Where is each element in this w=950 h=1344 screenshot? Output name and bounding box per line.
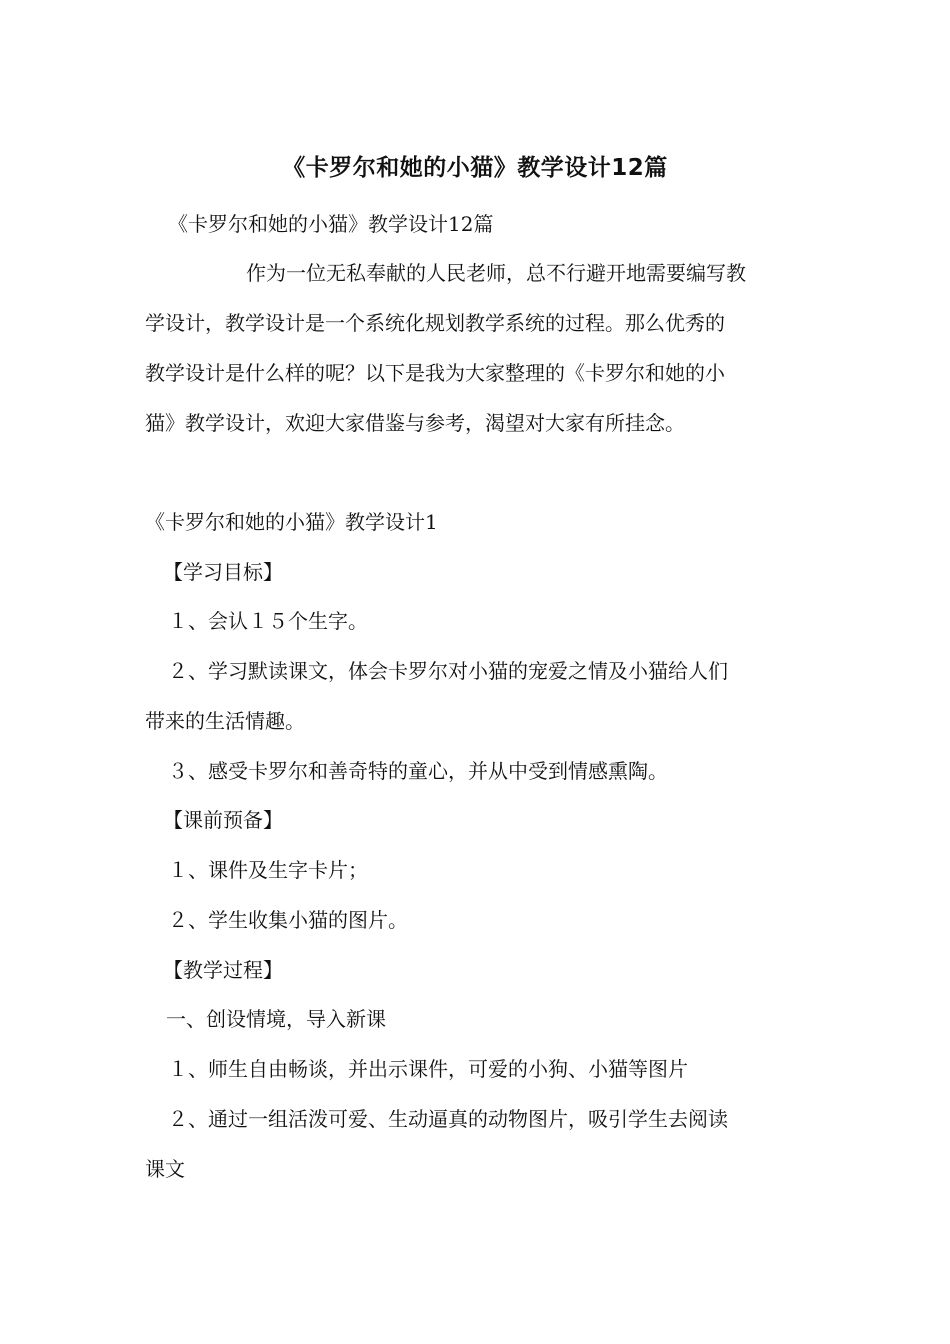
process-heading: 【教学过程】: [163, 958, 283, 982]
intro-line-1: 作为一位无私奉献的人民老师，总不行避开地需要编写教: [246, 261, 746, 285]
section-heading: 《卡罗尔和她的小猫》教学设计1: [145, 510, 438, 534]
prep-item-2: ２、学生收集小猫的图片。: [168, 908, 408, 932]
goals-heading: 【学习目标】: [163, 560, 283, 584]
goal-item-1: １、会认１５个生字。: [168, 609, 368, 633]
intro-line-3: 教学设计是什么样的呢？以下是我为大家整理的《卡罗尔和她的小: [145, 361, 725, 385]
prep-item-1: １、课件及生字卡片；: [168, 858, 368, 882]
step-item-2-continued: 课文: [145, 1157, 185, 1181]
step-heading: 一、创设情境，导入新课: [166, 1007, 386, 1031]
intro-line-4: 猫》教学设计，欢迎大家借鉴与参考，渴望对大家有所挂念。: [145, 411, 685, 435]
goal-item-2-continued: 带来的生活情趣。: [145, 709, 305, 733]
document-title: 《卡罗尔和她的小猫》教学设计12篇: [282, 155, 668, 181]
step-item-2: ２、通过一组活泼可爱、生动逼真的动物图片，吸引学生去阅读: [168, 1107, 728, 1131]
intro-line-2: 学设计，教学设计是一个系统化规划教学系统的过程。那么优秀的: [145, 311, 725, 335]
prep-heading: 【课前预备】: [163, 808, 283, 832]
step-item-1: １、师生自由畅谈，并出示课件，可爱的小狗、小猫等图片: [168, 1057, 688, 1081]
goal-item-2: ２、学习默读课文，体会卡罗尔对小猫的宠爱之情及小猫给人们: [168, 659, 728, 683]
document-subtitle: 《卡罗尔和她的小猫》教学设计12篇: [168, 212, 494, 236]
goal-item-3: ３、感受卡罗尔和善奇特的童心，并从中受到情感熏陶。: [168, 759, 668, 783]
